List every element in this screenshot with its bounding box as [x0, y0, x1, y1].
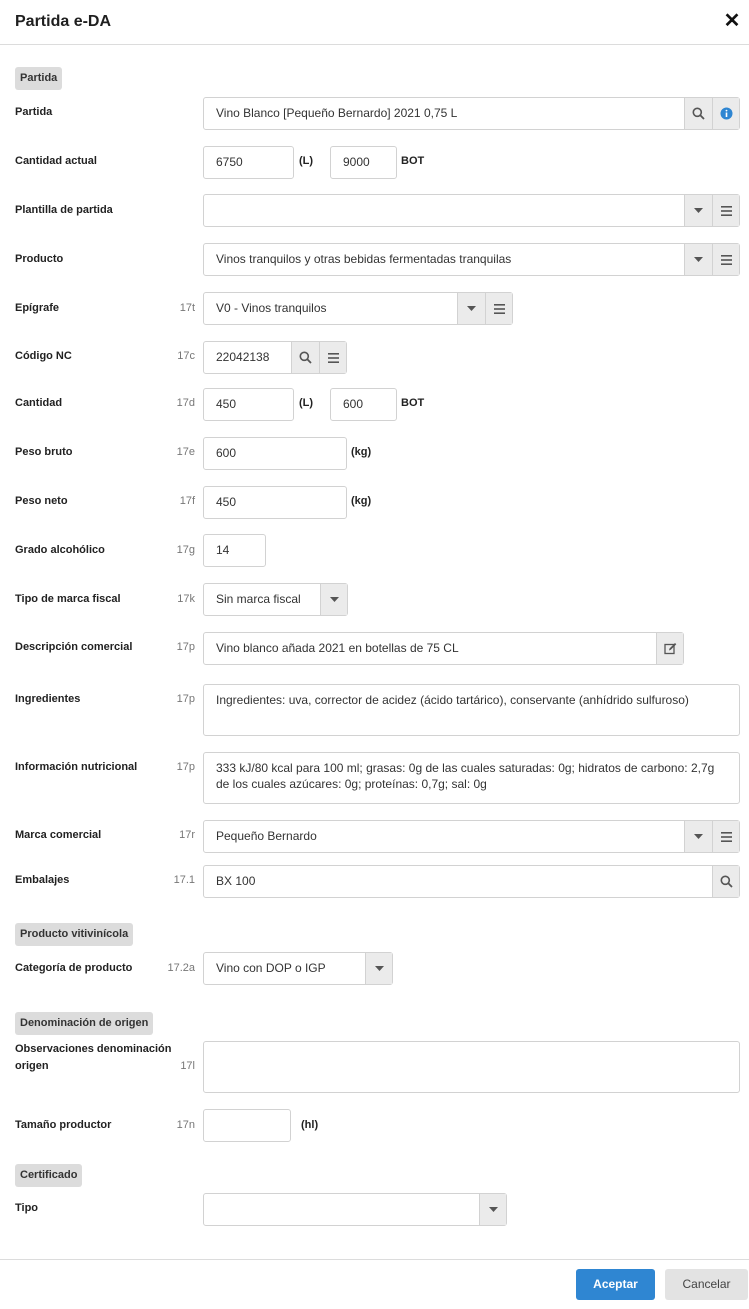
observaciones-label-line1: Observaciones denominación — [15, 1043, 172, 1055]
nutricional-value: 333 kJ/80 kcal para 100 ml; grasas: 0g de las cuales saturadas: 0g; hidratos de carbono: 2,7g de los cuales azúcares: 0g; proteínas: 0,7g; sal: 0g — [216, 761, 715, 791]
epigrafe-value: V0 - Vinos tranquilos — [216, 301, 327, 315]
nutricional-code: 17p — [176, 761, 195, 773]
cantidad-actual-bottles-value: 9000 — [343, 155, 370, 169]
codigo-nc-search-button[interactable] — [291, 342, 319, 373]
observaciones-label-line2: origen — [15, 1060, 49, 1072]
epigrafe-code: 17t — [179, 302, 195, 314]
tamano-unit: (hl) — [301, 1119, 319, 1131]
plantilla-select[interactable] — [203, 194, 740, 227]
close-icon[interactable]: ✕ — [723, 10, 741, 32]
plantilla-label: Plantilla de partida — [15, 204, 113, 216]
peso-bruto-value: 600 — [216, 446, 237, 460]
categoria-value: Vino con DOP o IGP — [216, 961, 326, 975]
partida-search-button[interactable] — [684, 98, 712, 129]
cantidad-actual-liters-value: 6750 — [216, 155, 243, 169]
caret-down-icon — [694, 834, 703, 839]
tipo-dropdown-button[interactable] — [479, 1194, 506, 1225]
grado-code: 17g — [176, 544, 195, 556]
partida-info-button[interactable] — [712, 98, 739, 129]
list-icon — [721, 832, 732, 842]
caret-down-icon — [467, 306, 476, 311]
codigo-nc-value: 22042138 — [216, 350, 270, 364]
peso-bruto-unit: (kg) — [351, 446, 372, 458]
cantidad-liters-input[interactable] — [203, 388, 294, 421]
peso-bruto-label: Peso bruto — [15, 446, 73, 458]
list-icon — [328, 353, 339, 363]
plantilla-list-button[interactable] — [712, 195, 739, 226]
marca-comercial-value: Pequeño Bernardo — [216, 829, 317, 843]
dialog-title: Partida e-DA — [15, 13, 112, 30]
cantidad-code: 17d — [176, 397, 195, 409]
list-icon — [494, 304, 505, 314]
grado-value: 14 — [216, 543, 230, 557]
caret-down-icon — [330, 597, 339, 602]
codigo-nc-code: 17c — [177, 350, 195, 362]
descripcion-value: Vino blanco añada 2021 en botellas de 75 CL — [216, 641, 459, 655]
peso-bruto-input[interactable] — [203, 437, 347, 470]
embalajes-search-button[interactable] — [712, 866, 739, 897]
nutricional-textarea[interactable] — [203, 752, 740, 804]
tamano-code: 17n — [176, 1119, 195, 1131]
peso-neto-value: 450 — [216, 495, 237, 509]
cantidad-bottles-unit: BOT — [401, 397, 425, 409]
partida-field[interactable] — [203, 97, 740, 130]
producto-dropdown-button[interactable] — [684, 244, 712, 275]
cantidad-actual-liters-unit: (L) — [299, 155, 314, 167]
grado-label: Grado alcohólico — [15, 544, 105, 556]
plantilla-dropdown-button[interactable] — [684, 195, 712, 226]
search-icon — [720, 875, 733, 888]
producto-select[interactable] — [203, 243, 740, 276]
ingredientes-value: Ingredientes: uva, corrector de acidez (ácido tartárico), conservante (anhídrido sulfuroso) — [216, 693, 689, 707]
tamano-input[interactable] — [203, 1109, 291, 1142]
caret-down-icon — [489, 1207, 498, 1212]
marca-fiscal-code: 17k — [177, 593, 195, 605]
categoria-dropdown-button[interactable] — [365, 953, 392, 984]
section-certificado: Certificado — [15, 1164, 82, 1187]
categoria-label: Categoría de producto — [15, 962, 133, 974]
marca-comercial-label: Marca comercial — [15, 829, 102, 841]
tamano-label: Tamaño productor — [15, 1119, 112, 1131]
embalajes-input[interactable] — [203, 865, 740, 898]
peso-neto-code: 17f — [179, 495, 195, 507]
list-icon — [721, 206, 732, 216]
dialog-header — [0, 0, 749, 45]
marca-fiscal-label: Tipo de marca fiscal — [15, 593, 121, 605]
cantidad-label: Cantidad — [15, 397, 63, 409]
cantidad-liters-unit: (L) — [299, 397, 314, 409]
peso-neto-input[interactable] — [203, 486, 347, 519]
tipo-select[interactable] — [203, 1193, 507, 1226]
marca-comercial-code: 17r — [179, 829, 195, 841]
search-icon — [299, 351, 312, 364]
peso-bruto-code: 17e — [176, 446, 195, 458]
cancel-button[interactable]: Cancelar — [665, 1269, 748, 1300]
accept-button[interactable]: Aceptar — [576, 1269, 655, 1300]
partida-label: Partida — [15, 106, 53, 118]
producto-label: Producto — [15, 253, 64, 265]
marca-fiscal-value: Sin marca fiscal — [216, 592, 301, 606]
ingredientes-label: Ingredientes — [15, 693, 81, 705]
codigo-nc-label: Código NC — [15, 350, 72, 362]
cantidad-liters-value: 450 — [216, 397, 237, 411]
section-partida: Partida — [15, 67, 62, 90]
descripcion-label: Descripción comercial — [15, 641, 133, 653]
peso-neto-unit: (kg) — [351, 495, 372, 507]
cantidad-actual-bottles-unit: BOT — [401, 155, 425, 167]
section-producto-vitivinicola: Producto vitivinícola — [15, 923, 133, 946]
descripcion-edit-button[interactable] — [656, 633, 683, 664]
embalajes-label: Embalajes — [15, 874, 70, 886]
codigo-nc-list-button[interactable] — [319, 342, 346, 373]
categoria-code: 17.2a — [167, 962, 195, 974]
producto-list-button[interactable] — [712, 244, 739, 275]
dialog-footer — [0, 1259, 749, 1309]
section-denominacion-origen: Denominación de origen — [15, 1012, 153, 1035]
cantidad-actual-bottles-input[interactable] — [330, 146, 397, 179]
info-icon — [720, 107, 733, 120]
epigrafe-label: Epígrafe — [15, 302, 60, 314]
peso-neto-label: Peso neto — [15, 495, 68, 507]
descripcion-code: 17p — [176, 641, 195, 653]
caret-down-icon — [375, 966, 384, 971]
marca-fiscal-dropdown-button[interactable] — [320, 584, 347, 615]
search-icon — [692, 107, 705, 120]
caret-down-icon — [694, 257, 703, 262]
cantidad-bottles-input[interactable] — [330, 388, 397, 421]
cantidad-actual-liters-input[interactable] — [203, 146, 294, 179]
ingredientes-textarea[interactable] — [203, 684, 740, 736]
grado-input[interactable] — [203, 534, 266, 567]
embalajes-value: BX 100 — [216, 874, 256, 888]
producto-value: Vinos tranquilos y otras bebidas fermentadas tranquilas — [216, 252, 512, 266]
embalajes-code: 17.1 — [173, 874, 195, 886]
edit-icon — [664, 642, 677, 655]
ingredientes-code: 17p — [176, 693, 195, 705]
marca-comercial-dropdown-button[interactable] — [684, 821, 712, 852]
epigrafe-list-button[interactable] — [485, 293, 512, 324]
caret-down-icon — [694, 208, 703, 213]
marca-comercial-select[interactable] — [203, 820, 740, 853]
list-icon — [721, 255, 732, 265]
tipo-label: Tipo — [15, 1202, 39, 1214]
epigrafe-dropdown-button[interactable] — [457, 293, 485, 324]
cantidad-actual-label: Cantidad actual — [15, 155, 97, 167]
observaciones-code: 17l — [180, 1060, 195, 1072]
marca-comercial-list-button[interactable] — [712, 821, 739, 852]
cantidad-bottles-value: 600 — [343, 397, 364, 411]
nutricional-label: Información nutricional — [15, 761, 138, 773]
descripcion-input[interactable] — [203, 632, 684, 665]
observaciones-textarea[interactable] — [203, 1041, 740, 1093]
partida-value: Vino Blanco [Pequeño Bernardo] 2021 0,75 L — [216, 106, 458, 120]
